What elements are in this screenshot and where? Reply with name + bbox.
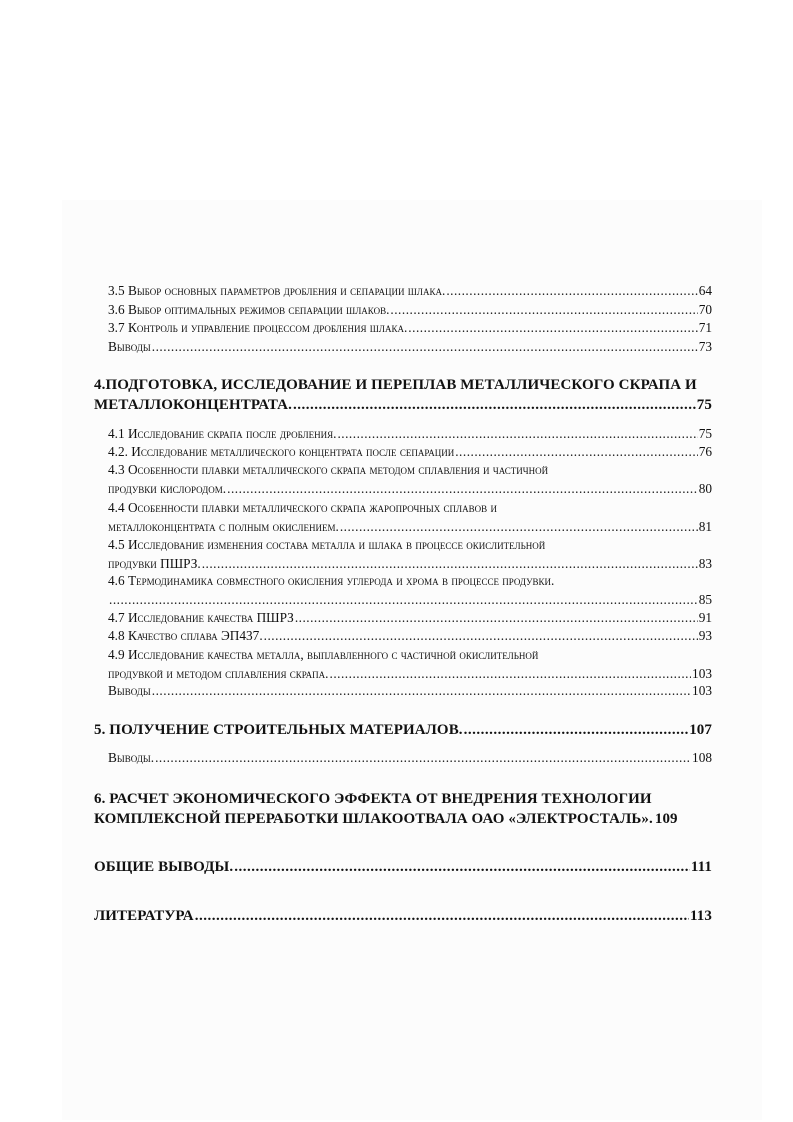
toc-page-number: 107 [689,722,712,738]
toc-page-number: 73 [698,339,712,354]
toc-entry-text: 4.6 Термодинамика совместного окисления углерода и хрома в процессе продувки. [108,573,555,588]
toc-page-number: 81 [698,518,712,534]
toc-entry-text: 4.9 Исследование качества металла, выплавленного с частичной окислительной [108,647,539,662]
toc-page-number: 64 [698,283,712,298]
toc-page-number: 75 [698,426,712,441]
toc-entry-text: 5. ПОЛУЧЕНИЕ СТРОИТЕЛЬНЫХ МАТЕРИАЛОВ. [94,722,463,738]
toc-page-number: 70 [698,302,712,317]
dot-leader [340,518,698,537]
toc-entry[interactable] [94,721,712,741]
toc-entry-text: Выводы. [108,750,155,765]
toc-page-number: 91 [698,610,712,625]
toc-page-number: 80 [698,480,712,496]
toc-entry-text: 4.7 Исследование качества ПШРЗ [108,610,294,625]
toc-entry-text: 4.5 Исследование изменения состава металла и шлака в процессе окислительной [108,537,546,552]
toc-entry-text: 4.4 Особенности плавки металлического скрапа жаропрочных сплавов и [108,500,497,515]
toc-entry[interactable] [108,301,712,320]
toc-page-number: 109 [654,810,678,827]
toc-entry[interactable] [108,461,712,498]
toc-entry[interactable] [108,749,712,768]
dot-leader [155,749,691,768]
dot-leader [152,338,698,357]
dot-leader [195,907,689,927]
dot-leader [152,682,691,701]
dot-leader [330,665,692,684]
toc-entry[interactable] [94,790,712,829]
toc-entry[interactable] [108,319,712,338]
toc-page-number: 85 [698,591,712,607]
toc-entry[interactable] [108,282,712,301]
toc-page-number: 71 [698,320,712,335]
toc-entry-text: 3.5 Выбор основных параметров дробления и сепарации шлака. [108,283,446,298]
toc-page-number: 113 [690,908,712,924]
toc-entry-text: Выводы [108,339,151,354]
toc-entry[interactable] [108,499,712,536]
toc-entry[interactable] [94,376,712,415]
toc-entry[interactable] [94,858,712,878]
dot-leader [337,425,697,444]
toc-page-number: 103 [692,665,712,681]
toc-entry-text: продувки кислородом. [108,480,227,496]
dot-leader [293,396,696,416]
toc-entry[interactable] [108,338,712,357]
toc-entry-text: 4.1 Исследование скрапа после дробления. [108,426,337,441]
toc-page-number: 111 [690,859,712,875]
toc-page-number: 103 [692,683,712,698]
toc-entry[interactable] [108,646,712,683]
toc-entry-text: Выводы [108,683,151,698]
toc-entry[interactable] [94,907,712,927]
toc-entry[interactable] [108,682,712,701]
toc-entry-text: ОБЩИЕ ВЫВОДЫ. [94,859,234,875]
toc-entry-text: продувки ПШРЗ. [108,555,201,571]
dot-leader [202,555,698,574]
dot-leader [464,721,689,741]
toc-entry-text: 4.8 Качество сплава ЭП437. [108,628,263,643]
toc-entry-text: металлоконцентрата с полным окислением. [108,518,339,534]
toc-page-number: 75 [696,396,712,413]
toc-entry-text: КОМПЛЕКСНОЙ ПЕРЕРАБОТКИ ШЛАКООТВАЛА ОАО «ЭЛЕКТРОСТАЛЬ». [94,810,653,827]
toc-entry-text: 6. РАСЧЕТ ЭКОНОМИЧЕСКОГО ЭФФЕКТА ОТ ВНЕДРЕНИЯ ТЕХНОЛОГИИ [94,791,652,807]
toc-page-number: 76 [698,444,712,459]
dot-leader [264,627,698,646]
toc-entry-text: ЛИТЕРАТУРА [94,908,194,924]
dot-leader [390,301,697,320]
toc-entry[interactable] [108,609,712,628]
dot-leader [109,591,698,610]
toc-page-number: 108 [692,750,712,765]
toc-entry-text: 4.3 Особенности плавки металлического скрапа методом сплавления и частичной [108,462,549,477]
toc-page-number: 93 [698,628,712,643]
toc-entry-text: продувкой и методом сплавления скрапа. [108,665,329,681]
dot-leader [295,609,698,628]
toc-entry[interactable] [108,443,712,462]
toc-entry-text: МЕТАЛЛОКОНЦЕНТРАТА. [94,396,292,413]
dot-leader [455,443,697,462]
toc-entry[interactable] [108,536,712,573]
toc-entry-text: 3.6 Выбор оптимальных режимов сепарации шлаков. [108,302,390,317]
toc-entry[interactable] [108,572,712,609]
toc-entry[interactable] [108,425,712,444]
toc-entry[interactable] [108,627,712,646]
dot-leader [446,282,697,301]
toc-entry-text: 3.7 Контроль и управление процессом дробления шлака. [108,320,408,335]
toc-page-number: 83 [698,555,712,571]
dot-leader [408,319,697,338]
dot-leader [227,480,698,499]
dot-leader [234,858,690,878]
toc-entry-text: 4.2. Исследование металлического концентрата после сепарации [108,444,455,459]
toc-entry-text: 4.ПОДГОТОВКА, ИССЛЕДОВАНИЕ И ПЕРЕПЛАВ МЕТАЛЛИЧЕСКОГО СКРАПА И [94,377,697,393]
